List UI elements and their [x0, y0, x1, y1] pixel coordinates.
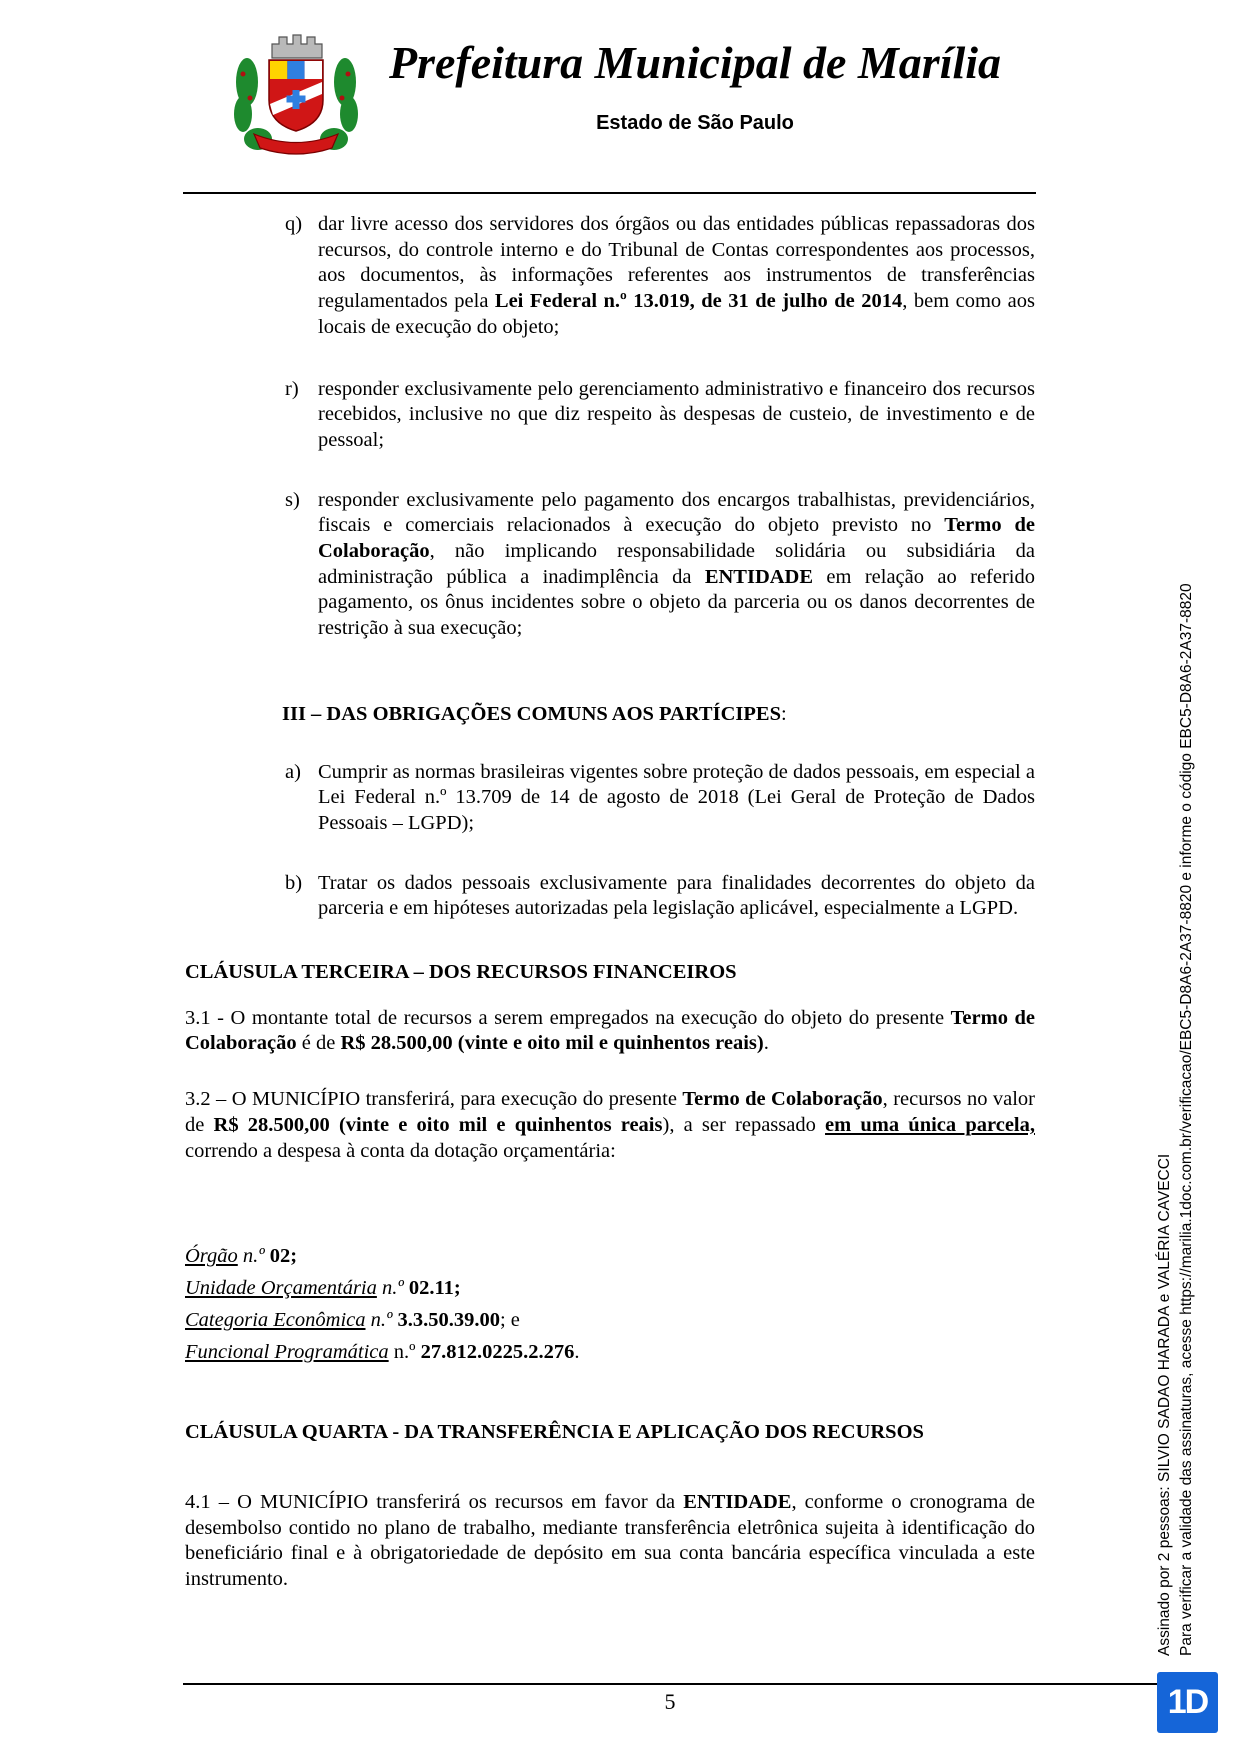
- page-number: 5: [664, 1689, 676, 1714]
- text-run-italic: n.º: [376, 1277, 409, 1300]
- paragraph-4-1: [185, 1490, 1035, 1593]
- header-divider: [183, 192, 1036, 194]
- text-run-bold: Termo de Colaboração: [185, 1006, 1035, 1055]
- footer-divider: [183, 1683, 1157, 1685]
- item-text: [318, 871, 1035, 922]
- clausula-quarta-heading: CLÁUSULA QUARTA - DA TRANSFERÊNCIA E APLICAÇÃO DOS RECURSOS: [185, 1421, 924, 1444]
- item-text: [318, 760, 1035, 837]
- text-run: correndo a despesa à conta da dotação orçamentária:: [185, 1139, 616, 1162]
- text-run-bold: Lei Federal n.º 13.019, de 31 de julho de 2014: [494, 290, 903, 313]
- item-marker: b): [285, 871, 303, 894]
- item-text: [318, 488, 1035, 642]
- text-run: , não implicando responsabilidade solidária ou subsidiária da administração pública a inadimplência da: [318, 540, 1035, 588]
- text-run-bold: 02;: [269, 1245, 298, 1268]
- text-run-bold: R$ 28.500,00 (vinte e oito mil e quinhentos reais: [213, 1113, 663, 1136]
- heading-text: III – DAS OBRIGAÇÕES COMUNS AOS PARTÍCIPES: [282, 702, 781, 725]
- paragraph-3-2: [185, 1087, 1035, 1164]
- text-run: dar livre acesso dos servidores dos órgãos ou das entidades públicas repassadoras dos recursos, do controle interno e do Tribunal de Contas correspondentes aos processos, aos documentos, às informações referentes aos instrumentos de transferências regulamentados pela: [318, 213, 1035, 313]
- item-marker: a): [285, 760, 301, 783]
- section-heading-iii: [282, 702, 1035, 728]
- document-body: [185, 200, 1035, 1593]
- item-text: [318, 212, 1035, 341]
- text-run: responder exclusivamente pelo gerenciamento administrativo e financeiro dos recursos recebidos, inclusive no que diz respeito às despesas de custeio, de investimento e de pessoal;: [318, 377, 1035, 451]
- item-marker: s): [285, 488, 300, 511]
- text-run-bold-underline: em uma única parcela,: [825, 1113, 1035, 1136]
- text-run: , bem como aos locais de execução do objeto;: [318, 290, 1035, 338]
- paragraph-3-1: [185, 1006, 1035, 1057]
- text-run: n.º: [388, 1341, 421, 1364]
- text-run: 4.1 – O MUNICÍPIO transferirá os recursos em favor da: [185, 1490, 684, 1513]
- clause-item-b: [285, 871, 1035, 922]
- text-run: Cumprir as normas brasileiras vigentes sobre proteção de dados pessoais, em especial a Lei Federal n.º 13.709 de 14 de agosto de 2018 (Lei Geral de Proteção de Dados Pessoais – LGPD);: [318, 760, 1035, 834]
- text-run: 3.1 - O montante total de recursos a serem empregados na execução do objeto do presente: [185, 1006, 951, 1029]
- clausula-terceira-heading: CLÁUSULA TERCEIRA – DOS RECURSOS FINANCEIROS: [185, 961, 737, 984]
- text-run: responder exclusivamente pelo pagamento dos encargos trabalhistas, previdenciários, fiscais e comerciais relacionados à execução do objeto previsto no: [318, 488, 1035, 537]
- item-marker: r): [285, 377, 299, 400]
- text-run-italic-underline: Unidade Orçamentária: [185, 1277, 377, 1300]
- clause-item-r: [285, 377, 1035, 454]
- budget-line-orgao: [185, 1240, 1035, 1272]
- item-text: [318, 377, 1035, 454]
- budget-line-unidade: [185, 1272, 1035, 1304]
- text-run: em relação ao referido pagamento, os ônus incidentes sobre o objeto da parceria ou os danos decorrentes de restrição à sua execução;: [318, 565, 1035, 640]
- text-run: é de: [296, 1032, 341, 1055]
- text-run: .: [763, 1032, 769, 1055]
- page-title: Prefeitura Municipal de Marília: [388, 37, 1002, 88]
- item-marker: q): [285, 213, 303, 235]
- text-run: , recursos no valor de: [185, 1088, 1035, 1136]
- text-run-bold: 02.11;: [408, 1277, 461, 1300]
- budget-line-funcional: [185, 1336, 1035, 1368]
- verification-line: Para verificar a validade das assinaturas, acesse https://marilia.1doc.com.br/verificacao/EBC5-D8A6-2A37-8820 e informe o código EBC5-D8A6-2A37-8820: [1178, 583, 1195, 1656]
- text-run: ; e: [499, 1309, 520, 1332]
- clause-item-a: [285, 760, 1035, 837]
- text-run: , conforme o cronograma de desembolso contido no plano de trabalho, mediante transferência eletrônica sujeita à identificação do beneficiário final e à obrigatoriedade de depósito em sua conta bancária específica vinculada a este instrumento.: [185, 1490, 1035, 1591]
- budget-lines: [185, 1240, 1035, 1368]
- text-run: ), a ser repassado: [662, 1113, 826, 1136]
- clause-item-s: [285, 488, 1035, 642]
- text-run-italic-underline: Órgão: [185, 1245, 238, 1268]
- clause-item-q: [285, 212, 1035, 341]
- text-run-bold: ENTIDADE: [683, 1490, 792, 1513]
- text-run-bold: R$ 28.500,00 (vinte e oito mil e quinhentos reais): [340, 1032, 764, 1055]
- heading-colon: :: [780, 702, 787, 725]
- signed-by-line: Assinado por 2 pessoas: SILVIO SADAO HARADA e VALÉRIA CAVECCI: [1156, 1153, 1173, 1656]
- text-run-bold: 27.812.0225.2.276: [420, 1341, 575, 1364]
- onedoc-logo: [1157, 1672, 1218, 1733]
- text-run-bold: ENTIDADE: [704, 565, 814, 588]
- onedoc-logo-text: 1D: [1167, 1683, 1208, 1721]
- text-run-bold: 3.3.50.39.00: [397, 1309, 500, 1332]
- text-run-italic: n.º: [237, 1245, 270, 1268]
- text-run-bold: Termo de Colaboração: [318, 514, 1035, 563]
- budget-line-categoria: [185, 1304, 1035, 1336]
- text-run: Tratar os dados pessoais exclusivamente para finalidades decorrentes do objeto da parceria e em hipóteses autorizadas pela legislação aplicável, especialmente a LGPD.: [318, 871, 1035, 920]
- text-run: 3.2 – O MUNICÍPIO transferirá, para execução do presente: [185, 1088, 683, 1111]
- text-run-bold: Termo de Colaboração: [682, 1088, 883, 1111]
- text-run-italic-underline: Categoria Econômica: [185, 1309, 366, 1332]
- text-run-italic: n.º: [365, 1309, 398, 1332]
- text-run-italic-underline: Funcional Programática: [185, 1341, 389, 1364]
- page-subtitle: Estado de São Paulo: [596, 112, 794, 134]
- marilia-coat-of-arms-icon: [228, 22, 364, 158]
- signature-sidebar: [1154, 583, 1198, 1656]
- text-run: .: [574, 1341, 580, 1364]
